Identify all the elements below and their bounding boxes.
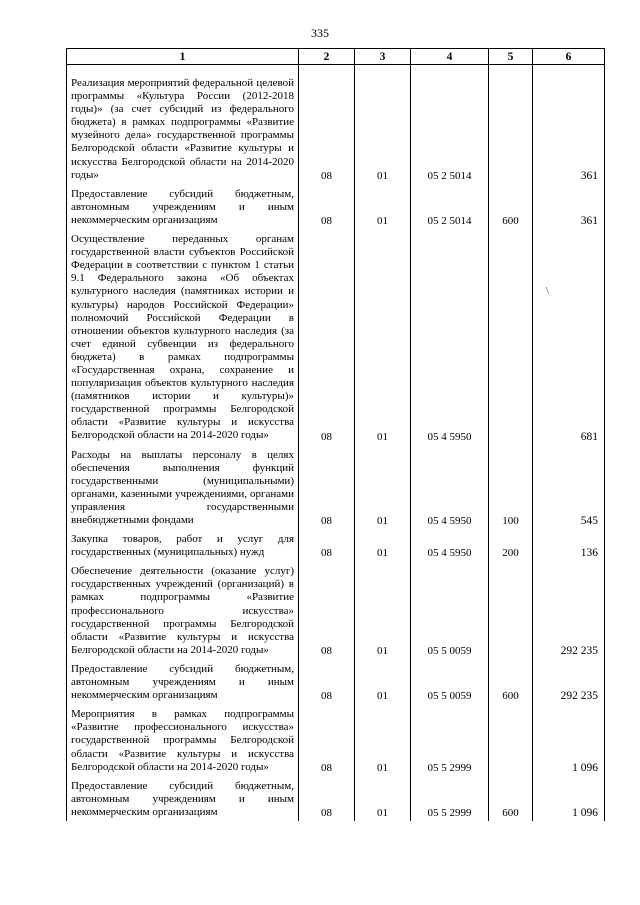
- budget-table: [66, 48, 605, 821]
- row-expense-type: 600: [489, 184, 533, 229]
- budget-table-container: [66, 48, 604, 821]
- row-expense-type: 600: [489, 659, 533, 704]
- row-amount: 361: [533, 184, 605, 229]
- row-subsection: 01: [355, 184, 411, 229]
- header-col-4: 4: [411, 49, 489, 65]
- row-subsection: 01: [355, 704, 411, 775]
- row-target-article: 05 5 2999: [411, 704, 489, 775]
- table-row: [67, 445, 605, 530]
- row-amount: 292 235: [533, 659, 605, 704]
- table-row: [67, 776, 605, 821]
- row-name: Предоставление субсидий бюджетным, автономным учреждениям и иным некоммерческим организациям: [67, 184, 299, 229]
- header-col-2: 2: [299, 49, 355, 65]
- row-section: 08: [299, 529, 355, 561]
- header-col-6: 6: [533, 49, 605, 65]
- row-section: 08: [299, 659, 355, 704]
- header-row: [67, 49, 605, 65]
- row-target-article: 05 2 5014: [411, 65, 489, 184]
- row-section: 08: [299, 65, 355, 184]
- table-row: [67, 529, 605, 561]
- row-amount: 136: [533, 529, 605, 561]
- row-expense-type: [489, 229, 533, 445]
- row-name: Расходы на выплаты персоналу в целях обеспечения выполнения функций государственными (муниципальными) органами, казенными учреждениями, органами управления государственными внебюджетными фондами: [67, 445, 299, 530]
- row-name: Обеспечение деятельности (оказание услуг) государственных учреждений (организаций) в рамках подпрограммы «Развитие профессионального искусства» государственной программы Белгородской области «Развитие культуры и искусства Белгородской области на 2014-2020 годы»: [67, 561, 299, 659]
- row-target-article: 05 4 5950: [411, 445, 489, 530]
- row-name: Реализация мероприятий федеральной целевой программы «Культура России (2012-2018 годы)» (за счет субсидий из федерального бюджета) в рамках подпрограммы «Развитие музейного дела» государственной программы Белгородской области «Развитие культуры и искусства Белгородской области на 2014-2020 годы»: [67, 65, 299, 184]
- row-subsection: 01: [355, 229, 411, 445]
- row-expense-type: 600: [489, 776, 533, 821]
- row-name: Мероприятия в рамках подпрограммы «Развитие профессионального искусства» государственной программы Белгородской области «Развитие культуры и искусства Белгородской области на 2014-2020 годы»: [67, 704, 299, 775]
- row-amount: 1 096: [533, 776, 605, 821]
- table-row: [67, 184, 605, 229]
- scan-mark: \: [546, 286, 549, 297]
- table-row: [67, 659, 605, 704]
- row-expense-type: [489, 704, 533, 775]
- row-expense-type: 200: [489, 529, 533, 561]
- row-section: 08: [299, 704, 355, 775]
- row-name: Предоставление субсидий бюджетным, автономным учреждениям и иным некоммерческим организациям: [67, 659, 299, 704]
- row-name: Предоставление субсидий бюджетным, автономным учреждениям и иным некоммерческим организациям: [67, 776, 299, 821]
- row-section: 08: [299, 184, 355, 229]
- row-target-article: 05 5 2999: [411, 776, 489, 821]
- table-row: [67, 229, 605, 445]
- row-target-article: 05 4 5950: [411, 529, 489, 561]
- row-target-article: 05 5 0059: [411, 659, 489, 704]
- row-expense-type: 100: [489, 445, 533, 530]
- row-section: 08: [299, 445, 355, 530]
- row-amount: 545: [533, 445, 605, 530]
- table-row: [67, 561, 605, 659]
- row-section: 08: [299, 776, 355, 821]
- row-target-article: 05 4 5950: [411, 229, 489, 445]
- row-subsection: 01: [355, 659, 411, 704]
- row-section: 08: [299, 229, 355, 445]
- row-subsection: 01: [355, 65, 411, 184]
- row-subsection: 01: [355, 445, 411, 530]
- row-amount: 361: [533, 65, 605, 184]
- header-col-5: 5: [489, 49, 533, 65]
- row-target-article: 05 5 0059: [411, 561, 489, 659]
- row-amount: 292 235: [533, 561, 605, 659]
- row-subsection: 01: [355, 776, 411, 821]
- header-col-3: 3: [355, 49, 411, 65]
- row-section: 08: [299, 561, 355, 659]
- row-amount: 1 096: [533, 704, 605, 775]
- row-expense-type: [489, 561, 533, 659]
- table-row: [67, 704, 605, 775]
- row-expense-type: [489, 65, 533, 184]
- page-number: 335: [311, 26, 329, 40]
- row-amount: 681: [533, 229, 605, 445]
- header-col-1: 1: [67, 49, 299, 65]
- table-row: [67, 65, 605, 184]
- row-subsection: 01: [355, 529, 411, 561]
- row-name: Закупка товаров, работ и услуг для государственных (муниципальных) нужд: [67, 529, 299, 561]
- row-name: Осуществление переданных органам государственной власти субъектов Российской Федерации в соответствии с пунктом 1 статьи 9.1 Федерального закона «Об объектах культурного наследия (памятниках истории и культуры) народов Российской Федерации» полномочий Российской Федерации в отношении объектов культурного наследия (за счет единой субвенции из федерального бюджета) в рамках подпрограммы «Государственная охрана, сохранение и популяризация объектов культурного наследия (памятников истории и культуры)» государственной программы Белгородской области «Развитие культуры и искусства Белгородской области на 2014-2020 годы»: [67, 229, 299, 445]
- row-target-article: 05 2 5014: [411, 184, 489, 229]
- row-subsection: 01: [355, 561, 411, 659]
